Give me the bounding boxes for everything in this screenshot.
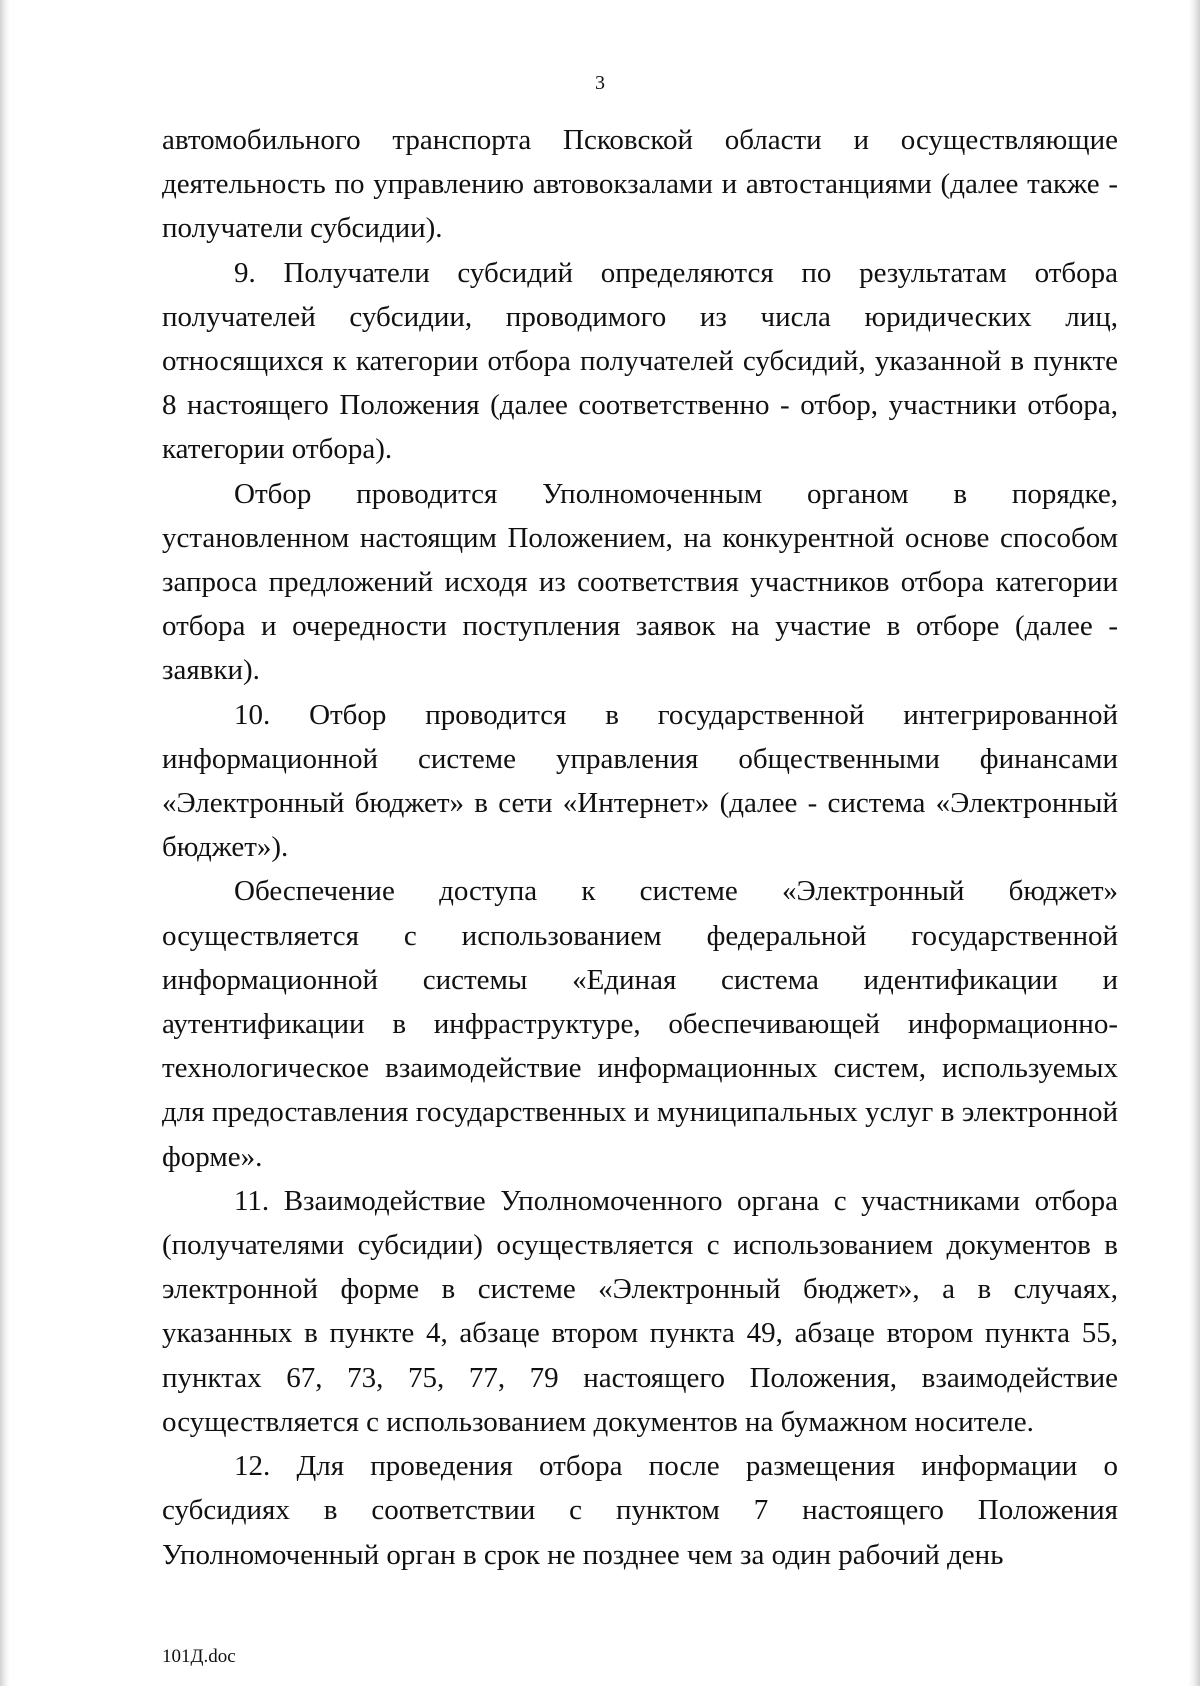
paragraph-access-provision: Обеспечение доступа к системе «Электронный бюджет» осуществляется с использованием федеральной государственной информационной системы «Единая система идентификации и аутентификации в инфраструктуре, обеспечивающей информационно-технологическое взаимодействие информационных систем, используемых для предоставления государственных и муниципальных услуг в электронной форме». <box>162 875 1118 1173</box>
footer-filename: 101Д.doc <box>162 1646 236 1667</box>
scan-edge-left <box>0 0 10 1686</box>
paragraph-item-9: 9. Получатели субсидий определяются по результатам отбора получателей субсидии, проводимого из числа юридических лиц, относящихся к категории отбора получателей субсидий, указанной в пункте 8 настоящего Положения (далее соответственно - отбор, участники отбора, категории отбора). <box>162 256 1118 466</box>
paragraph-item-11: 11. Взаимодействие Уполномоченного органа с участниками отбора (получателями субсидии) осуществляется с использованием документов в электронной форме в системе «Электронный бюджет», а в случаях, указанных в пункте 4, абзаце втором пункта 49, абзаце втором пункта 55, пунктах 67, 73, 75, 77, 79 настоящего Положения, взаимодействие осуществляется с использованием документов на бумажном носителе. <box>162 1184 1118 1438</box>
scan-edge-right <box>1188 0 1200 1686</box>
paragraph-selection-procedure: Отбор проводится Уполномоченным органом в порядке, установленном настоящим Положением, на конкурентной основе способом запроса предложений исходя из соответствия участников отбора категории отбора и очередности поступления заявок на участие в отборе (далее - заявки). <box>162 477 1118 687</box>
document-body <box>162 118 1118 1577</box>
paragraph-item-10: 10. Отбор проводится в государственной интегрированной информационной системе управления общественными финансами «Электронный бюджет» в сети «Интернет» (далее - система «Электронный бюджет»). <box>162 698 1118 864</box>
paragraph-item-12: 12. Для проведения отбора после размещения информации о субсидиях в соответствии с пунктом 7 настоящего Положения Уполномоченный орган в срок не позднее чем за один рабочий день <box>162 1450 1118 1571</box>
page-number: 3 <box>595 72 605 94</box>
paragraph-continuation: автомобильного транспорта Псковской области и осуществляющие деятельность по управлению автовокзалами и автостанциями (далее также - получатели субсидии). <box>162 124 1118 245</box>
